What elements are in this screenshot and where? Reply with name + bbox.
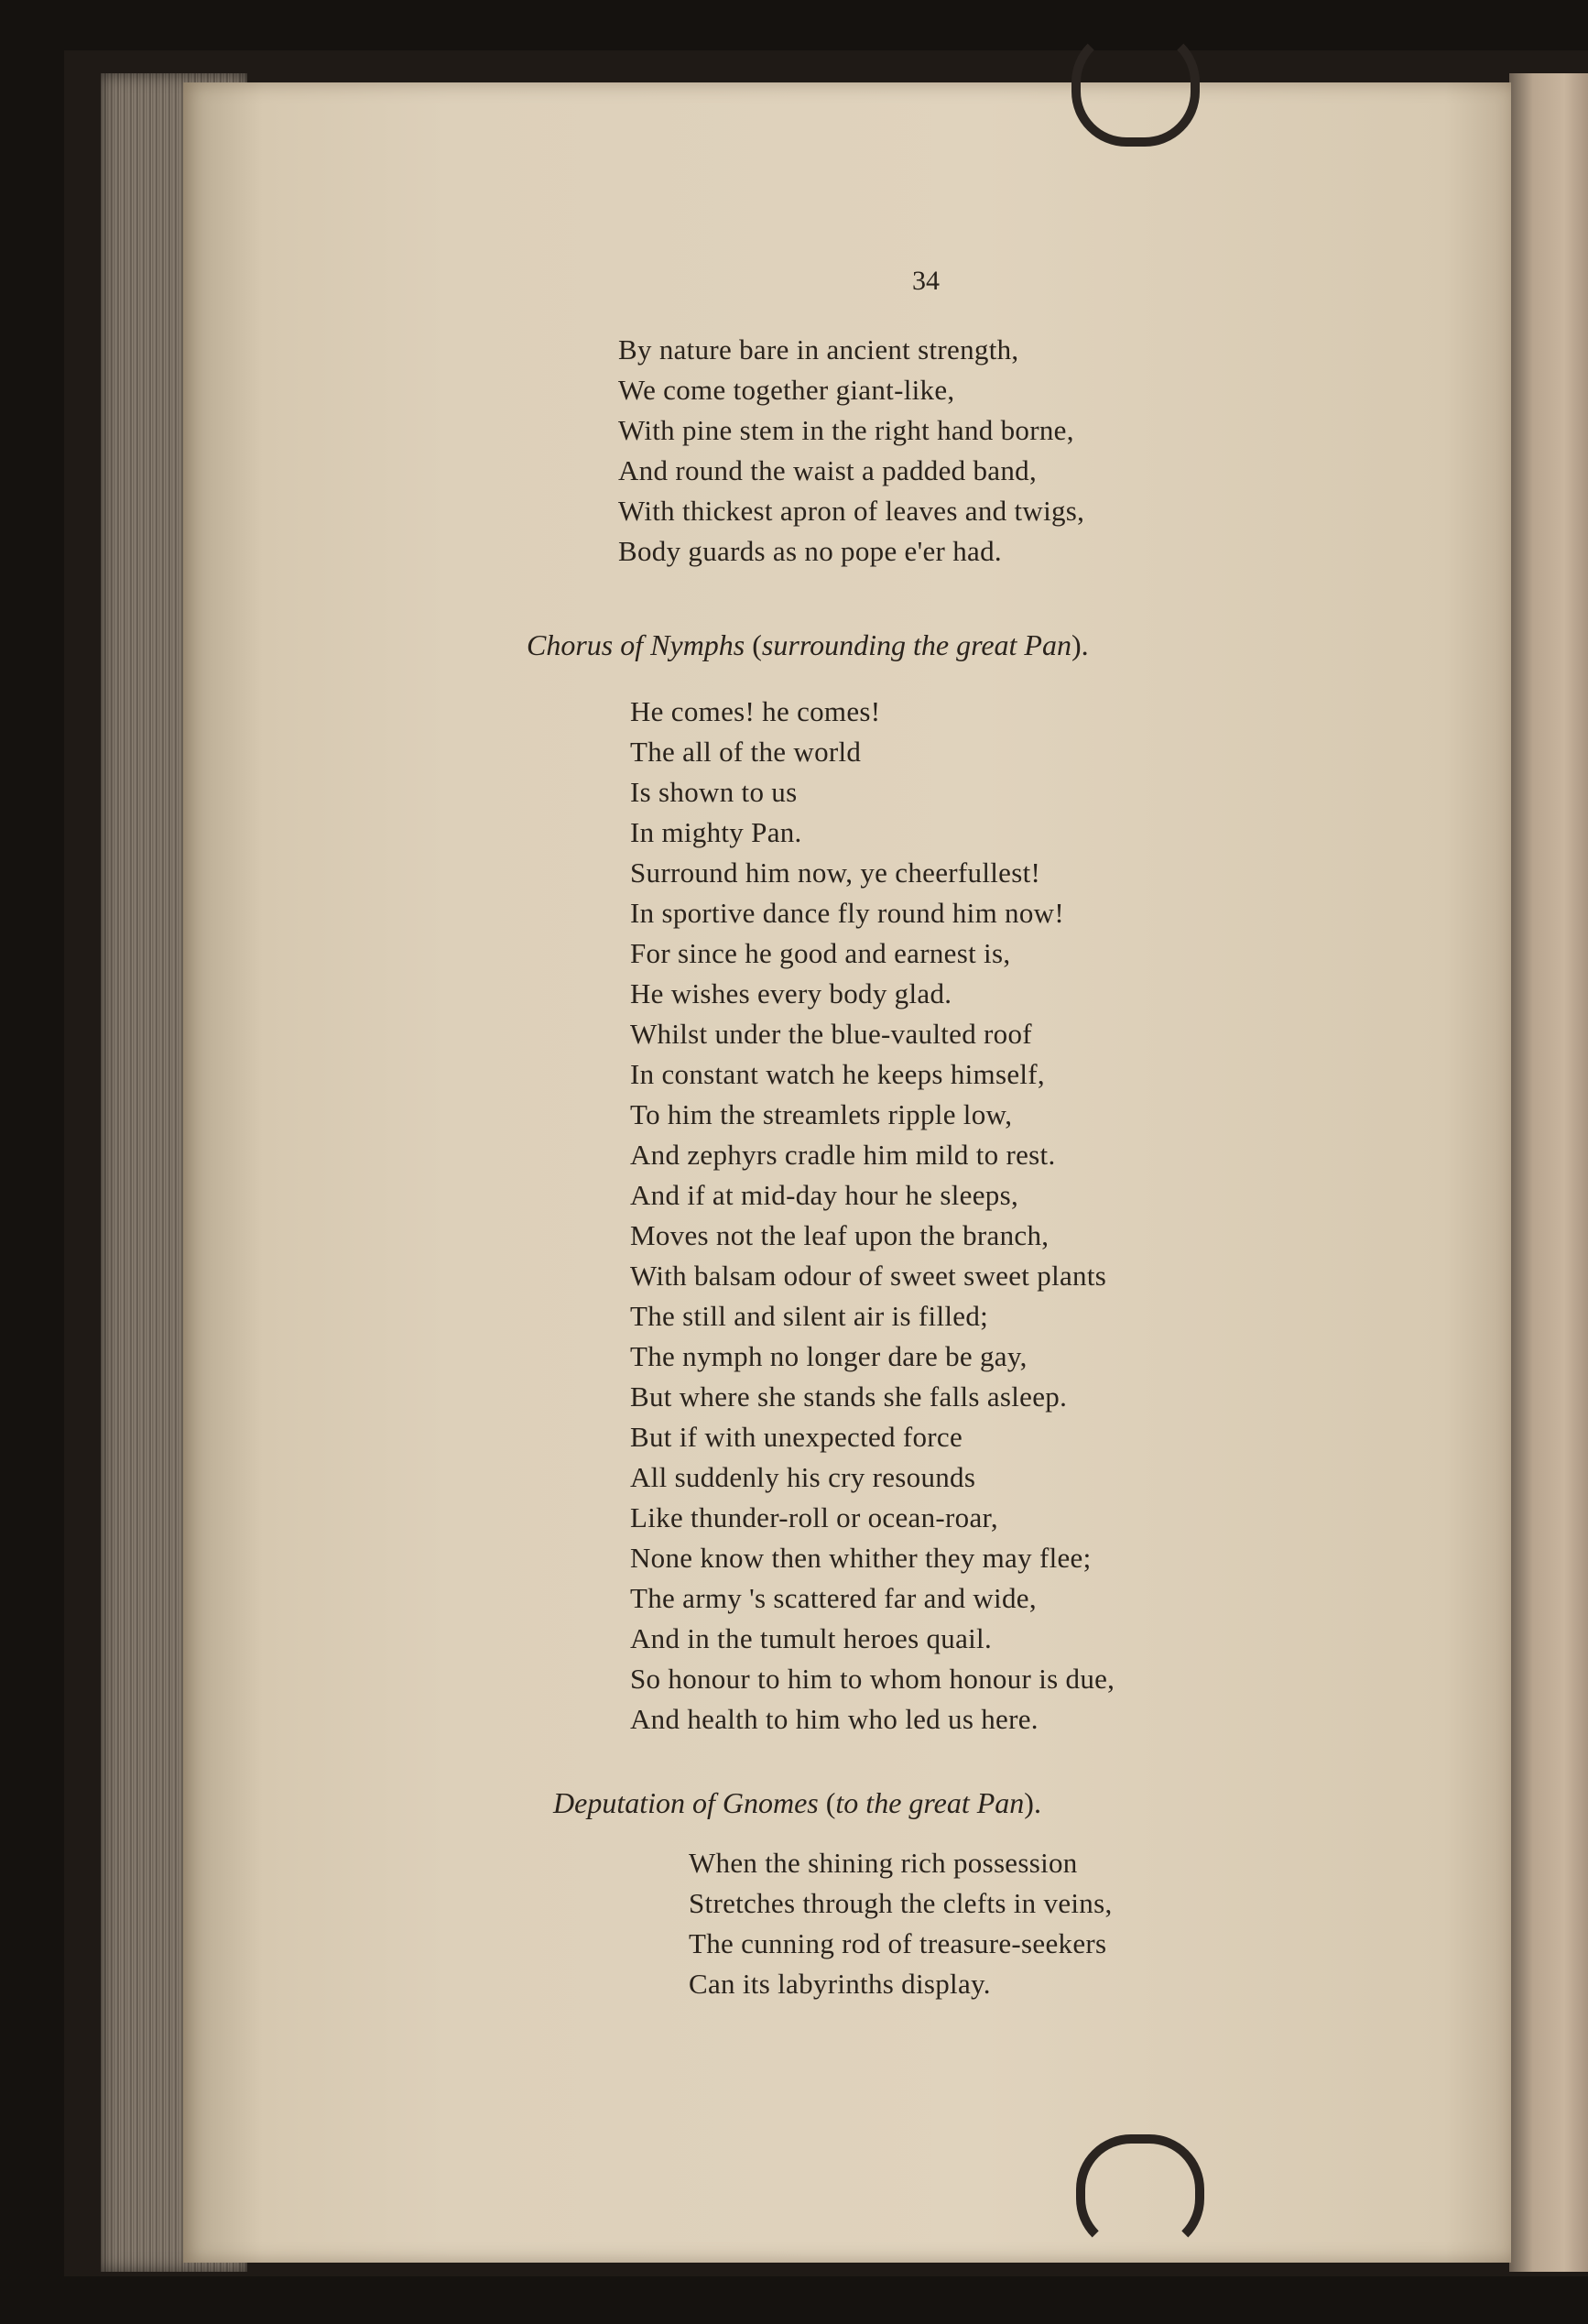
verse-line: Is shown to us bbox=[630, 776, 798, 808]
verse-line: The cunning rod of treasure-seekers bbox=[689, 1927, 1107, 1959]
stanza-gnomes bbox=[689, 1843, 1113, 2004]
verse-line: And if at mid-day hour he sleeps, bbox=[630, 1179, 1018, 1211]
verse-line: And zephyrs cradle him mild to rest. bbox=[630, 1139, 1056, 1171]
bottom-clip bbox=[1076, 2134, 1204, 2253]
top-clip bbox=[1071, 27, 1200, 147]
verse-line: The all of the world bbox=[630, 736, 862, 768]
verse-line: In mighty Pan. bbox=[630, 816, 802, 848]
speaker-name: Deputation of Gnomes bbox=[553, 1786, 819, 1819]
verse-line: For since he good and earnest is, bbox=[630, 937, 1011, 969]
verse-line: And in the tumult heroes quail. bbox=[630, 1622, 993, 1654]
verse-line: With balsam odour of sweet sweet plants bbox=[630, 1260, 1107, 1292]
verse-line: With thickest apron of leaves and twigs, bbox=[618, 495, 1085, 527]
verse-line: The army 's scattered far and wide, bbox=[630, 1582, 1037, 1614]
speaker-heading-nymphs: Chorus of Nymphs (surrounding the great Pan). bbox=[527, 628, 1089, 661]
verse-line: He comes! he comes! bbox=[630, 695, 881, 727]
speaker-name: Chorus of Nymphs bbox=[527, 628, 745, 661]
verse-line: Surround him now, ye cheerfullest! bbox=[630, 856, 1041, 889]
verse-line: And round the waist a padded band, bbox=[618, 454, 1038, 486]
verse-line: None know then whither they may flee; bbox=[630, 1542, 1092, 1574]
verse-line: By nature bare in ancient strength, bbox=[618, 333, 1019, 366]
verse-line: And health to him who led us here. bbox=[630, 1703, 1039, 1735]
verse-line: He wishes every body glad. bbox=[630, 977, 952, 1009]
verse-line: In constant watch he keeps himself, bbox=[630, 1058, 1045, 1090]
verse-line: To him the streamlets ripple low, bbox=[630, 1098, 1013, 1130]
page-number: 34 bbox=[912, 266, 940, 296]
verse-line: All suddenly his cry resounds bbox=[630, 1461, 976, 1493]
verse-line: The still and silent air is filled; bbox=[630, 1300, 989, 1332]
verse-line: Body guards as no pope e'er had. bbox=[618, 535, 1002, 567]
verse-line: When the shining rich possession bbox=[689, 1847, 1078, 1879]
stanza-nymphs bbox=[630, 692, 1115, 1740]
verse-line: In sportive dance fly round him now! bbox=[630, 897, 1064, 929]
stage-direction: to the great Pan bbox=[835, 1786, 1025, 1819]
verse-line: But if with unexpected force bbox=[630, 1421, 963, 1453]
verse-line: Moves not the leaf upon the branch, bbox=[630, 1219, 1050, 1251]
verse-line: Whilst under the blue-vaulted roof bbox=[630, 1018, 1032, 1050]
verse-line: The nymph no longer dare be gay, bbox=[630, 1340, 1028, 1372]
stage-direction: surrounding the great Pan bbox=[761, 628, 1071, 661]
verse-line: We come together giant-like, bbox=[618, 374, 955, 406]
verse-line: Can its labyrinths display. bbox=[689, 1968, 991, 2000]
stanza-giants bbox=[618, 330, 1084, 572]
verse-line: But where she stands she falls asleep. bbox=[630, 1380, 1068, 1413]
speaker-heading-gnomes: Deputation of Gnomes (to the great Pan). bbox=[553, 1786, 1041, 1819]
verse-line: With pine stem in the right hand borne, bbox=[618, 414, 1074, 446]
verse-line: Like thunder-roll or ocean-roar, bbox=[630, 1501, 998, 1533]
facing-page-edge bbox=[1509, 73, 1588, 2272]
verse-line: Stretches through the clefts in veins, bbox=[689, 1887, 1113, 1919]
verse-line: So honour to him to whom honour is due, bbox=[630, 1663, 1115, 1695]
